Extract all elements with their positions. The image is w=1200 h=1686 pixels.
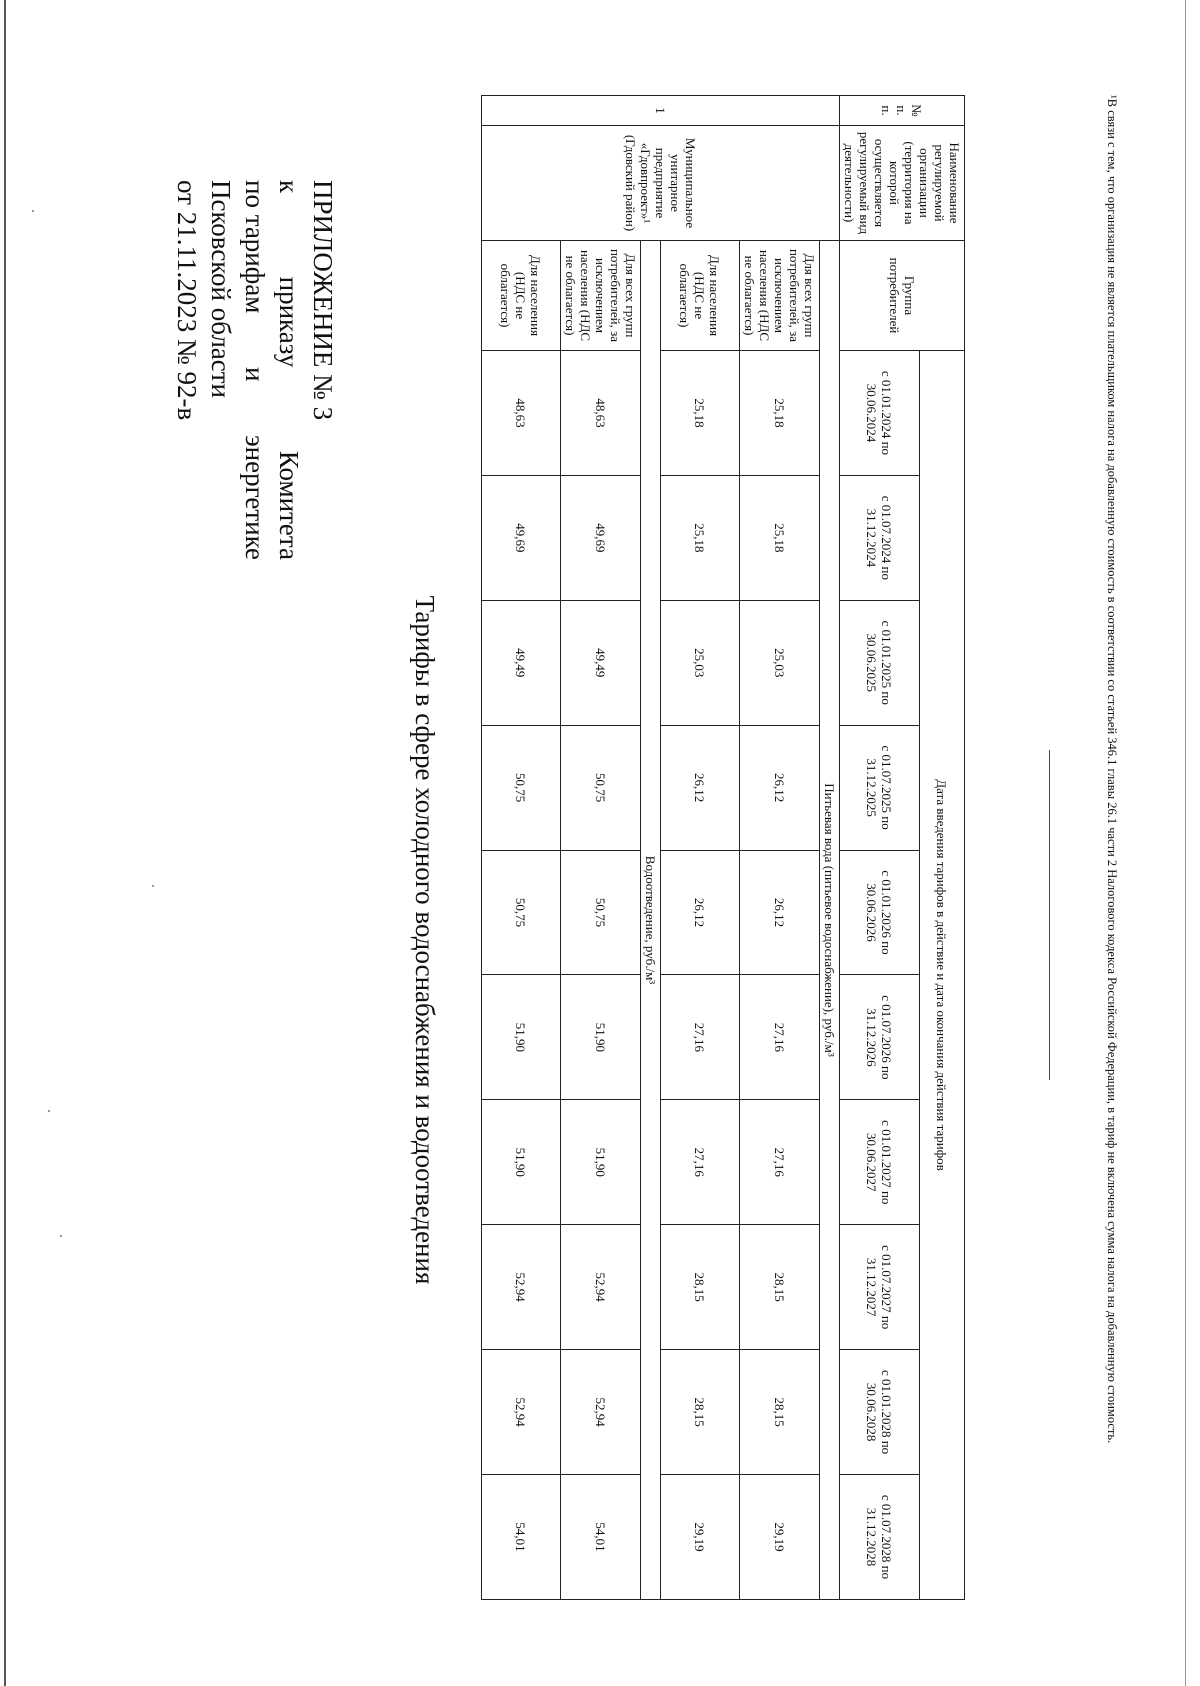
organization-cell: Муниципальное унитарное предприятие «Гдовпроект»¹ (Гдовский район): [482, 126, 840, 241]
tariff-value-cell: 27,16: [661, 975, 740, 1100]
tariff-value-cell: 28,15: [740, 1350, 820, 1475]
appendix-word: к: [274, 180, 304, 194]
table-row: [740, 96, 820, 1600]
tariff-value-cell: 51,90: [482, 975, 561, 1100]
tariff-value-cell: 27,16: [740, 1100, 820, 1225]
tariff-value-cell: 50,75: [561, 850, 641, 975]
scan-speck: [60, 1235, 62, 1237]
tariff-value-cell: 25,03: [740, 600, 820, 725]
header-period: с 01.07.2026 по 31.12.2026: [840, 975, 920, 1100]
tariff-value-cell: 28,15: [661, 1225, 740, 1350]
tariff-value-cell: 52,94: [482, 1350, 561, 1475]
header-period: с 01.07.2024 по 31.12.2024: [840, 475, 920, 600]
tariff-value-cell: 50,75: [482, 850, 561, 975]
tariff-value-cell: 51,90: [561, 975, 641, 1100]
scan-speck: [48, 1110, 50, 1112]
tariff-value-cell: 26,12: [740, 850, 820, 975]
tariff-value-cell: 52,94: [561, 1225, 641, 1350]
header-period: с 01.01.2028 по 30.06.2028: [840, 1350, 920, 1475]
table-row: [561, 96, 641, 1600]
tariff-value-cell: 49,49: [482, 600, 561, 725]
tariff-value-cell: 54,01: [482, 1475, 561, 1600]
tariff-value-cell: 29,19: [740, 1475, 820, 1600]
appendix-word: и: [240, 366, 270, 382]
header-number: № п. п.: [840, 96, 965, 126]
tariff-value-cell: 48,63: [561, 351, 641, 476]
header-period: с 01.01.2024 по 30.06.2024: [840, 351, 920, 476]
tariff-value-cell: 25,18: [661, 351, 740, 476]
appendix-word: по тарифам: [240, 180, 270, 314]
header-period: с 01.07.2027 по 31.12.2027: [840, 1225, 920, 1350]
consumer-group-cell: Для населения (НДС не облагается): [482, 241, 561, 351]
tariff-value-cell: 49,49: [561, 600, 641, 725]
tariff-value-cell: 25,03: [661, 600, 740, 725]
header-dates-caption: Дата введения тарифов в действие и дата окончания действия тарифов: [919, 351, 964, 1600]
section-row: [820, 96, 840, 1600]
tariff-value-cell: 29,19: [661, 1475, 740, 1600]
table-row: [661, 96, 740, 1600]
tariff-value-cell: 50,75: [561, 725, 641, 850]
row-number: 1: [482, 96, 840, 126]
tariff-value-cell: 51,90: [561, 1100, 641, 1225]
tariff-value-cell: 28,15: [661, 1350, 740, 1475]
appendix-title: ПРИЛОЖЕНИЕ № 3: [308, 180, 338, 421]
tariff-value-cell: 49,69: [482, 475, 561, 600]
tariff-value-cell: 25,18: [740, 351, 820, 476]
section-title: Питьевая вода (питьевое водоснабжение), руб./м³: [820, 241, 840, 1600]
consumer-group-cell: Для населения (НДС не облагается): [661, 241, 740, 351]
tariff-value-cell: 26,12: [661, 725, 740, 850]
tariff-value-cell: 50,75: [482, 725, 561, 850]
header-period: с 01.01.2026 по 30.06.2026: [840, 850, 920, 975]
footnote: ¹В связи с тем, что организация не является плательщиком налога на добавленную стоимость в соответствии со статьей 346.1 главы 26.1 части 2 Налогового кодекса Российской Федерации, в тариф не включена сумма налога на добавленную стоимость.: [1105, 95, 1119, 1444]
header-period: с 01.01.2027 по 30.06.2027: [840, 1100, 920, 1225]
header-period: с 01.07.2028 по 31.12.2028: [840, 1475, 920, 1600]
appendix-region: Псковской области: [206, 180, 236, 399]
header-consumer-group: Группа потребителей: [840, 241, 965, 351]
appendix-date: от 21.11.2023 № 92-в: [172, 180, 202, 421]
tariff-value-cell: 51,90: [482, 1100, 561, 1225]
table-row: [482, 96, 561, 1600]
tariff-value-cell: 54,01: [561, 1475, 641, 1600]
tariff-value-cell: 26,12: [740, 725, 820, 850]
tariff-value-cell: 52,94: [482, 1225, 561, 1350]
header-period: с 01.07.2025 по 31.12.2025: [840, 725, 920, 850]
tariff-table: [481, 95, 965, 1600]
consumer-group-cell: Для всех групп потребителей, за исключением населения (НДС не облагается): [561, 241, 641, 351]
tariff-value-cell: 49,69: [561, 475, 641, 600]
tariff-value-cell: 28,15: [740, 1225, 820, 1350]
tariff-value-cell: 52,94: [561, 1350, 641, 1475]
scan-speck: [32, 210, 34, 212]
tariff-value-cell: 25,18: [740, 475, 820, 600]
header-organization: Наименование регулируемой организации (территория на которой осуществляется регулируемый вид деятельности): [840, 126, 965, 241]
document-title: Тарифы в сфере холодного водоснабжения и водоотведения: [410, 595, 440, 1285]
appendix-word: Комитета: [274, 450, 304, 560]
header-period: с 01.01.2025 по 30.06.2025: [840, 600, 920, 725]
consumer-group-cell: Для всех групп потребителей, за исключением населения (НДС не облагается): [740, 241, 820, 351]
tariff-value-cell: 27,16: [661, 1100, 740, 1225]
tariff-value-cell: 26,12: [661, 850, 740, 975]
appendix-word: энергетике: [240, 435, 270, 560]
tariff-value-cell: 25,18: [661, 475, 740, 600]
tariff-value-cell: 48,63: [482, 351, 561, 476]
tariff-value-cell: 27,16: [740, 975, 820, 1100]
section-row: [641, 96, 661, 1600]
appendix-word: приказу: [274, 276, 304, 368]
scan-speck: [152, 885, 154, 887]
section-title: Водоотведение, руб./м³: [641, 241, 661, 1600]
